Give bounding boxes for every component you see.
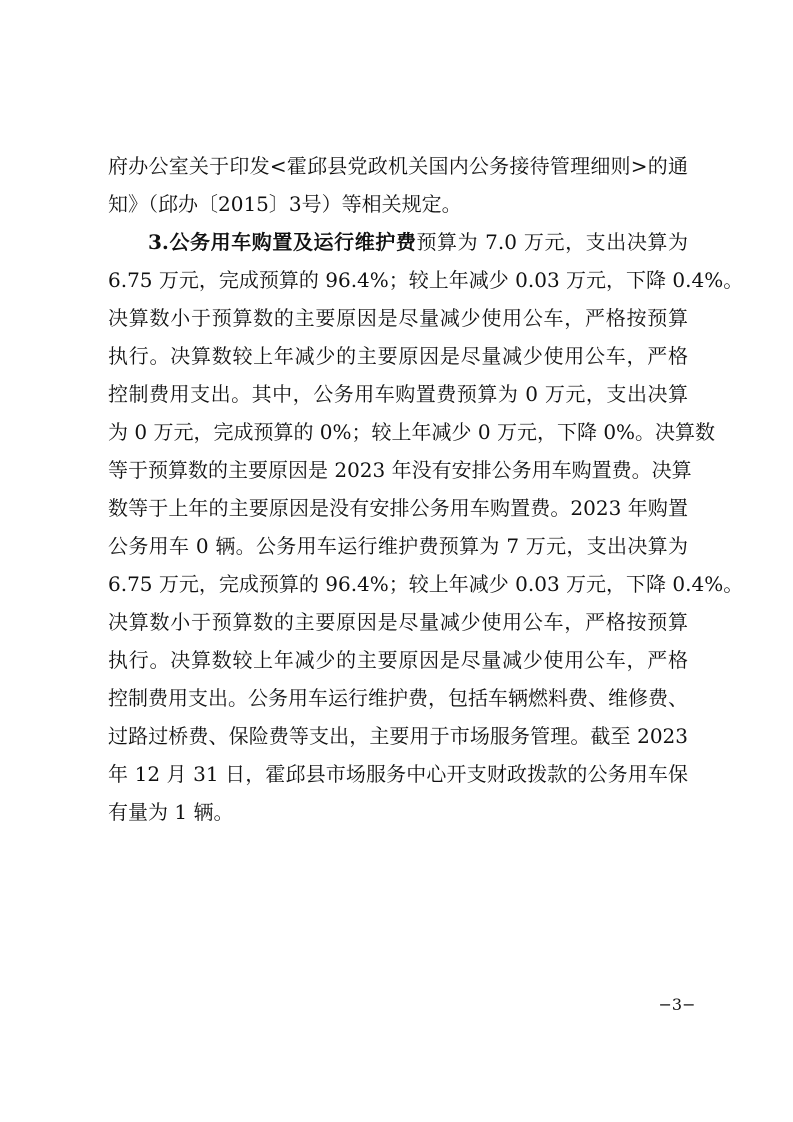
paragraph2-line-9: 公务用车 0 辆。公务用车运行维护费预算为 7 万元，支出决算为 xyxy=(108,534,688,558)
paragraph2-line-7: 等于预算数的主要原因是 2023 年没有安排公务用车购置费。决算 xyxy=(108,458,692,482)
paragraph2-line-10: 6.75 万元，完成预算的 96.4%；较上年减少 0.03 万元，下降 0.4%。 xyxy=(108,572,744,596)
paragraph2-line-11: 决算数小于预算数的主要原因是尽量减少使用公车，严格按预算 xyxy=(108,610,688,634)
paragraph2-line-12: 执行。决算数较上年减少的主要原因是尽量减少使用公车，严格 xyxy=(108,648,688,672)
paragraph2-line-2: 6.75 万元，完成预算的 96.4%；较上年减少 0.03 万元，下降 0.4%。 xyxy=(108,268,744,292)
page-number: −3− xyxy=(658,995,696,1014)
paragraph2-line-1-rest: 预算为 7.0 万元，支出决算为 xyxy=(416,230,688,254)
paragraph1-line-2: 知》（邱办〔2015〕3号）等相关规定。 xyxy=(108,192,462,216)
paragraph2-line-1 xyxy=(148,222,688,262)
paragraph2-line-14: 过路过桥费、保险费等支出，主要用于市场服务管理。截至 2023 xyxy=(108,724,688,748)
paragraph2-line-4: 执行。决算数较上年减少的主要原因是尽量减少使用公车，严格 xyxy=(108,344,688,368)
paragraph2-line-8: 数等于上年的主要原因是没有安排公务用车购置费。2023 年购置 xyxy=(108,496,688,520)
section-heading: 3.公务用车购置及运行维护费 xyxy=(148,230,417,254)
paragraph2-line-15: 年 12 月 31 日，霍邱县市场服务中心开支财政拨款的公务用车保 xyxy=(108,762,688,786)
paragraph2-line-5: 控制费用支出。其中，公务用车购置费预算为 0 万元，支出决算 xyxy=(108,382,688,406)
paragraph2-line-3: 决算数小于预算数的主要原因是尽量减少使用公车，严格按预算 xyxy=(108,306,688,330)
paragraph2-line-6: 为 0 万元，完成预算的 0%；较上年减少 0 万元，下降 0%。决算数 xyxy=(108,420,716,444)
paragraph2-line-16: 有量为 1 辆。 xyxy=(108,800,234,824)
paragraph2-line-13: 控制费用支出。公务用车运行维护费，包括车辆燃料费、维修费、 xyxy=(108,686,688,710)
paragraph1-line-1: 府办公室关于印发<霍邱县党政机关国内公务接待管理细则>的通 xyxy=(108,154,688,178)
